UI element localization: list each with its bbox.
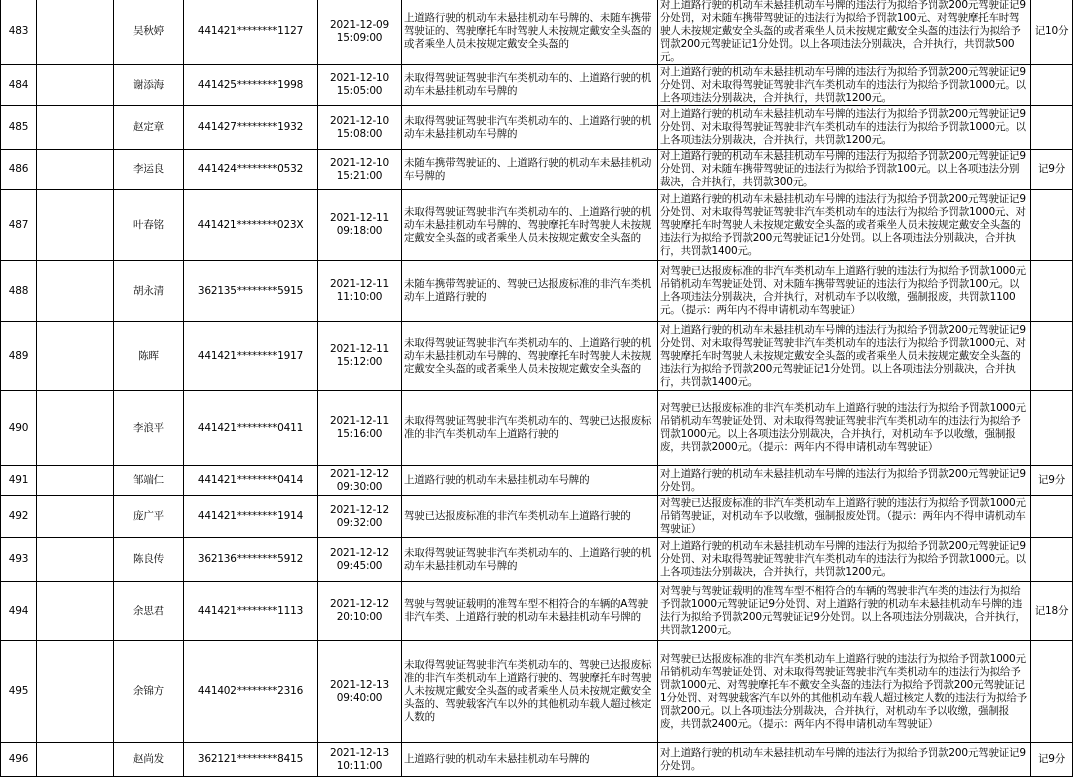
cell-name[interactable]: 陈晖 (114, 322, 184, 391)
cell-seq[interactable]: 485 (1, 106, 37, 150)
cell-violation[interactable]: 未取得驾驶证驾驶非汽车类机动车的、驾驶已达报废标准的非汽车类机动车上道路行驶的 (402, 391, 658, 466)
cell-violation[interactable]: 未取得驾驶证驾驶非汽车类机动车的、上道路行驶的机动车未悬挂机动车号牌的、驾驶摩托车时驾驶人未按规定戴安全头盔的或者乘坐人员未按规定戴安全头盔的 (402, 322, 658, 391)
cell-empty[interactable] (37, 190, 114, 261)
cell-decision[interactable]: 对上道路行驶的机动车未悬挂机动车号牌的违法行为拟给予罚款200元驾驶证记9分处罚。 (658, 466, 1031, 496)
table-row (1, 150, 1073, 190)
cell-datetime[interactable] (318, 0, 402, 65)
cell-time: 09:30:00 (336, 480, 383, 493)
cell-violation[interactable]: 未取得驾驶证驾驶非汽车类机动车的、上道路行驶的机动车未悬挂机动车号牌的 (402, 65, 658, 106)
cell-empty[interactable] (37, 261, 114, 322)
cell-violation[interactable]: 上道路行驶的机动车未悬挂机动车号牌的、未随车携带驾驶证的、驾驶摩托车时驾驶人未按规定戴安全头盔的或者乘坐人员未按规定戴安全头盔的 (402, 0, 658, 65)
cell-name[interactable]: 余锦方 (114, 641, 184, 743)
cell-empty[interactable] (37, 743, 114, 777)
cell-datetime[interactable] (318, 496, 402, 538)
cell-datetime[interactable] (318, 261, 402, 322)
cell-decision[interactable]: 对上道路行驶的机动车未悬挂机动车号牌的违法行为拟给予罚款200元驾驶证记9分处罚、对未取得驾驶证驾驶非汽车类机动车的违法行为拟给予罚款1000元。以上各项违法分别裁决，合并执行，共罚款1200元。 (658, 538, 1031, 582)
cell-time: 09:40:00 (336, 691, 383, 704)
cell-name[interactable]: 陈良传 (114, 538, 184, 582)
table-body (1, 0, 1073, 777)
cell-decision[interactable]: 对上道路行驶的机动车未悬挂机动车号牌的违法行为拟给予罚款200元驾驶证记9分处罚，对未随车携带驾驶证的违法行为拟给予罚款100元、对驾驶摩托车时驾驶人未按规定戴安全头盔的或者乘坐人员未按规定戴安全头盔的违法行为拟给予罚款200元驾驶证记1分处罚。以上各项违法分别裁决，合并执行，共罚款500元。 (658, 0, 1031, 65)
cell-points[interactable] (1031, 496, 1073, 538)
cell-datetime[interactable] (318, 582, 402, 641)
cell-id[interactable]: 441425********1998 (184, 65, 318, 106)
table-row (1, 582, 1073, 641)
table-row (1, 466, 1073, 496)
cell-date: 2021-12-11 (329, 212, 390, 224)
cell-name[interactable]: 叶春铭 (114, 190, 184, 261)
cell-date: 2021-12-12 (329, 503, 390, 516)
table-row (1, 261, 1073, 322)
cell-decision[interactable]: 对上道路行驶的机动车未悬挂机动车号牌的违法行为拟给予罚款200元驾驶证记9分处罚、对未取得驾驶证驾驶非汽车类机动车的违法行为拟给予罚款1000元。以上各项违法分别裁决，合并执行，共罚款1200元。 (658, 65, 1031, 106)
cell-time: 11:10:00 (336, 291, 383, 303)
cell-name[interactable]: 赵定章 (114, 106, 184, 150)
cell-violation[interactable]: 未取得驾驶证驾驶非汽车类机动车的、上道路行驶的机动车未悬挂机动车号牌的、驾驶摩托车时驾驶人未按规定戴安全头盔的或者乘坐人员未按规定戴安全头盔的 (402, 190, 658, 261)
cell-name[interactable]: 胡永清 (114, 261, 184, 322)
cell-decision[interactable]: 对上道路行驶的机动车未悬挂机动车号牌的违法行为拟给予罚款200元驾驶证记9分处罚、对未取得驾驶证驾驶非汽车类机动车的违法行为拟给予罚款1000元。以上各项违法分别裁决，合并执行，共罚款1200元。 (658, 106, 1031, 150)
cell-seq[interactable]: 483 (1, 0, 37, 65)
cell-decision[interactable]: 对驾驶已达报废标准的非汽车类机动车上道路行驶的违法行为拟给予罚款1000元吊销机动车驾驶证处罚、对未取得驾驶证驾驶非汽车类机动车的违法行为拟给予罚款1000元、对驾驶摩托车不戴安全头盔的违法行为拟给予罚款200元驾驶证记1分处罚、对驾驶载客汽车以外的其他机动车载人超过核定人数的违法行为拟给予罚款200元。以上各项违法分别裁决，合并执行，对机动车予以收缴，强制报废，共罚款2400元。（提示：两年内不得申请机动车驾驶证） (658, 641, 1031, 743)
cell-empty[interactable] (37, 65, 114, 106)
table-row (1, 190, 1073, 261)
cell-seq[interactable]: 496 (1, 743, 37, 777)
cell-date: 2021-12-09 (329, 18, 390, 31)
cell-decision[interactable]: 对上道路行驶的机动车未悬挂机动车号牌的违法行为拟给予罚款200元驾驶证记9分处罚、对未取得驾驶证驾驶非汽车类机动车的违法行为拟给予罚款1000元、对驾驶摩托车时驾驶人未按规定戴安全头盔的或者乘坐人员未按规定戴安全头盔的违法行为拟给予罚款200元驾驶证记1分处罚。以上各项违法分别裁决，合并执行，共罚款1400元。 (658, 190, 1031, 261)
cell-violation[interactable]: 上道路行驶的机动车未悬挂机动车号牌的 (402, 466, 658, 496)
cell-date: 2021-12-13 (329, 746, 390, 759)
cell-time: 09:18:00 (336, 225, 383, 237)
cell-violation[interactable]: 驾驶与驾驶证载明的准驾车型不相符合的车辆的A驾驶非汽车类、上道路行驶的机动车未悬挂机动车号牌的 (402, 582, 658, 641)
cell-points[interactable] (1031, 641, 1073, 743)
cell-points[interactable] (1031, 322, 1073, 391)
cell-points[interactable] (1031, 261, 1073, 322)
cell-datetime[interactable] (318, 65, 402, 106)
cell-date: 2021-12-12 (329, 467, 390, 480)
cell-empty[interactable] (37, 496, 114, 538)
cell-name[interactable]: 吴秋婷 (114, 0, 184, 65)
cell-time: 10:11:00 (336, 759, 383, 772)
table-row (1, 391, 1073, 466)
cell-seq[interactable]: 493 (1, 538, 37, 582)
cell-violation[interactable]: 未取得驾驶证驾驶非汽车类机动车的、驾驶已达报废标准的非汽车类机动车上道路行驶的、驾驶摩托车时驾驶人未按规定戴安全头盔的或者乘坐人员未按规定戴安全头盔的、驾驶载客汽车以外的其他机动车载人超过核定人数的 (402, 641, 658, 743)
table-row (1, 496, 1073, 538)
cell-id[interactable]: 441427********1932 (184, 106, 318, 150)
cell-time: 09:45:00 (336, 559, 383, 572)
cell-time: 15:08:00 (336, 127, 383, 140)
cell-violation[interactable]: 未取得驾驶证驾驶非汽车类机动车的、上道路行驶的机动车未悬挂机动车号牌的 (402, 538, 658, 582)
cell-empty[interactable] (37, 322, 114, 391)
cell-datetime[interactable] (318, 391, 402, 466)
cell-datetime[interactable] (318, 190, 402, 261)
cell-decision[interactable]: 对驾驶与驾驶证载明的准驾车型不相符合的车辆的驾驶非汽车类的违法行为拟给予罚款1000元驾驶证记9分处罚、对上道路行驶的机动车未悬挂机动车号牌的违法行为拟给予罚款200元驾驶证记9分处罚。以上各项违法分别裁决，合并执行，共罚款1200元。 (658, 582, 1031, 641)
cell-time: 15:16:00 (336, 428, 383, 440)
cell-decision[interactable]: 对驾驶已达报废标准的非汽车类机动车上道路行驶的违法行为拟给予罚款1000元吊销驾驶证，对机动车予以收缴，强制报废处罚。（提示：两年内不得申请机动车驾驶证） (658, 496, 1031, 538)
cell-decision[interactable]: 对上道路行驶的机动车未悬挂机动车号牌的违法行为拟给予罚款200元驾驶证记9分处罚、对未取得驾驶证驾驶非汽车类机动车的违法行为拟给予罚款1000元、对驾驶摩托车时驾驶人未按规定戴安全头盔的或者乘坐人员未按规定戴安全头盔的违法行为拟给予罚款200元驾驶证记1分处罚。以上各项违法分别裁决，合并执行，共罚款1400元。 (658, 322, 1031, 391)
cell-id[interactable]: 441424********0532 (184, 150, 318, 190)
cell-datetime[interactable] (318, 743, 402, 777)
cell-datetime[interactable] (318, 106, 402, 150)
table-row (1, 538, 1073, 582)
cell-id[interactable]: 441421********1914 (184, 496, 318, 538)
cell-violation[interactable]: 驾驶已达报废标准的非汽车类机动车上道路行驶的 (402, 496, 658, 538)
cell-seq[interactable]: 487 (1, 190, 37, 261)
cell-empty[interactable] (37, 538, 114, 582)
cell-points[interactable] (1031, 538, 1073, 582)
table-row (1, 641, 1073, 743)
cell-id[interactable]: 441421********0414 (184, 466, 318, 496)
cell-name[interactable]: 邹端仁 (114, 466, 184, 496)
cell-violation[interactable]: 未取得驾驶证驾驶非汽车类机动车的、上道路行驶的机动车未悬挂机动车号牌的 (402, 106, 658, 150)
cell-datetime[interactable] (318, 538, 402, 582)
cell-decision[interactable]: 对上道路行驶的机动车未悬挂机动车号牌的违法行为拟给予罚款200元驾驶证记9分处罚。 (658, 743, 1031, 777)
cell-date: 2021-12-11 (329, 278, 390, 290)
cell-name[interactable]: 李运良 (114, 150, 184, 190)
cell-points[interactable]: 记10分 (1031, 0, 1073, 65)
cell-id[interactable]: 441421********023X (184, 190, 318, 261)
cell-empty[interactable] (37, 641, 114, 743)
cell-points[interactable] (1031, 190, 1073, 261)
cell-violation[interactable]: 上道路行驶的机动车未悬挂机动车号牌的 (402, 743, 658, 777)
table-row (1, 322, 1073, 391)
cell-empty[interactable] (37, 150, 114, 190)
cell-seq[interactable]: 490 (1, 391, 37, 466)
cell-datetime[interactable] (318, 466, 402, 496)
cell-id[interactable]: 441402********2316 (184, 641, 318, 743)
cell-name[interactable]: 李浪平 (114, 391, 184, 466)
cell-empty[interactable] (37, 0, 114, 65)
cell-date: 2021-12-10 (329, 156, 390, 169)
cell-seq[interactable]: 491 (1, 466, 37, 496)
cell-seq[interactable]: 492 (1, 496, 37, 538)
cell-name[interactable]: 余思君 (114, 582, 184, 641)
cell-seq[interactable]: 486 (1, 150, 37, 190)
cell-date: 2021-12-13 (329, 678, 390, 691)
cell-id[interactable]: 441421********1113 (184, 582, 318, 641)
cell-id[interactable]: 441421********1917 (184, 322, 318, 391)
cell-seq[interactable]: 484 (1, 65, 37, 106)
cell-date: 2021-12-11 (329, 415, 390, 427)
cell-points[interactable] (1031, 65, 1073, 106)
cell-name[interactable]: 谢添海 (114, 65, 184, 106)
table-row (1, 65, 1073, 106)
cell-id[interactable]: 362121********8415 (184, 743, 318, 777)
cell-points[interactable]: 记9分 (1031, 466, 1073, 496)
cell-violation[interactable]: 未随车携带驾驶证的、驾驶已达报废标准的非汽车类机动车上道路行驶的 (402, 261, 658, 322)
cell-datetime[interactable] (318, 322, 402, 391)
cell-time: 09:32:00 (336, 516, 383, 529)
cell-empty[interactable] (37, 582, 114, 641)
cell-id[interactable]: 362136********5912 (184, 538, 318, 582)
cell-seq[interactable]: 494 (1, 582, 37, 641)
cell-seq[interactable]: 489 (1, 322, 37, 391)
cell-empty[interactable] (37, 391, 114, 466)
cell-empty[interactable] (37, 466, 114, 496)
cell-date: 2021-12-10 (329, 114, 390, 127)
cell-date: 2021-12-11 (329, 343, 390, 355)
cell-id[interactable]: 441421********1127 (184, 0, 318, 65)
cell-points[interactable]: 记9分 (1031, 743, 1073, 777)
cell-time: 15:05:00 (336, 85, 383, 97)
cell-points[interactable] (1031, 106, 1073, 150)
cell-empty[interactable] (37, 106, 114, 150)
cell-violation[interactable]: 未随车携带驾驶证的、上道路行驶的机动车未悬挂机动车号牌的 (402, 150, 658, 190)
cell-date: 2021-12-10 (329, 72, 390, 84)
cell-time: 15:21:00 (336, 169, 383, 182)
cell-id[interactable]: 362135********5915 (184, 261, 318, 322)
cell-time: 15:12:00 (336, 356, 383, 368)
cell-name[interactable]: 赵尚发 (114, 743, 184, 777)
cell-date: 2021-12-12 (329, 598, 390, 610)
cell-time: 20:10:00 (336, 611, 383, 623)
cell-datetime[interactable] (318, 150, 402, 190)
cell-points[interactable] (1031, 391, 1073, 466)
cell-decision[interactable]: 对上道路行驶的机动车未悬挂机动车号牌的违法行为拟给予罚款200元驾驶证记9分处罚、对未随车携带驾驶证的违法行为拟给予罚款100元。以上各项违法分别裁决，合并执行，共罚款300元。 (658, 150, 1031, 190)
cell-points[interactable]: 记9分 (1031, 150, 1073, 190)
cell-seq[interactable]: 495 (1, 641, 37, 743)
cell-seq[interactable]: 488 (1, 261, 37, 322)
cell-decision[interactable]: 对驾驶已达报废标准的非汽车类机动车上道路行驶的违法行为拟给予罚款1000元吊销机动车驾驶证处罚、对未随车携带驾驶证的违法行为拟给予罚款100元。以上各项违法分别裁决，合并执行，对机动车予以收缴，强制报废，共罚款1100元。（提示：两年内不得申请机动车驾驶证） (658, 261, 1031, 322)
cell-decision[interactable]: 对驾驶已达报废标准的非汽车类机动车上道路行驶的违法行为拟给予罚款1000元吊销机动车驾驶证处罚、对未取得驾驶证驾驶非汽车类机动车的违法行为拟给予罚款1000元。以上各项违法分别裁决，合并执行，对机动车予以收缴，强制报废，共罚款2000元。（提示：两年内不得申请机动车驾驶证） (658, 391, 1031, 466)
cell-datetime[interactable] (318, 641, 402, 743)
cell-date: 2021-12-12 (329, 546, 390, 559)
table-row (1, 106, 1073, 150)
cell-name[interactable]: 庞广平 (114, 496, 184, 538)
table-row (1, 743, 1073, 777)
cell-id[interactable]: 441421********0411 (184, 391, 318, 466)
cell-points[interactable]: 记18分 (1031, 582, 1073, 641)
cell-time: 15:09:00 (336, 31, 383, 44)
table-row (1, 0, 1073, 65)
